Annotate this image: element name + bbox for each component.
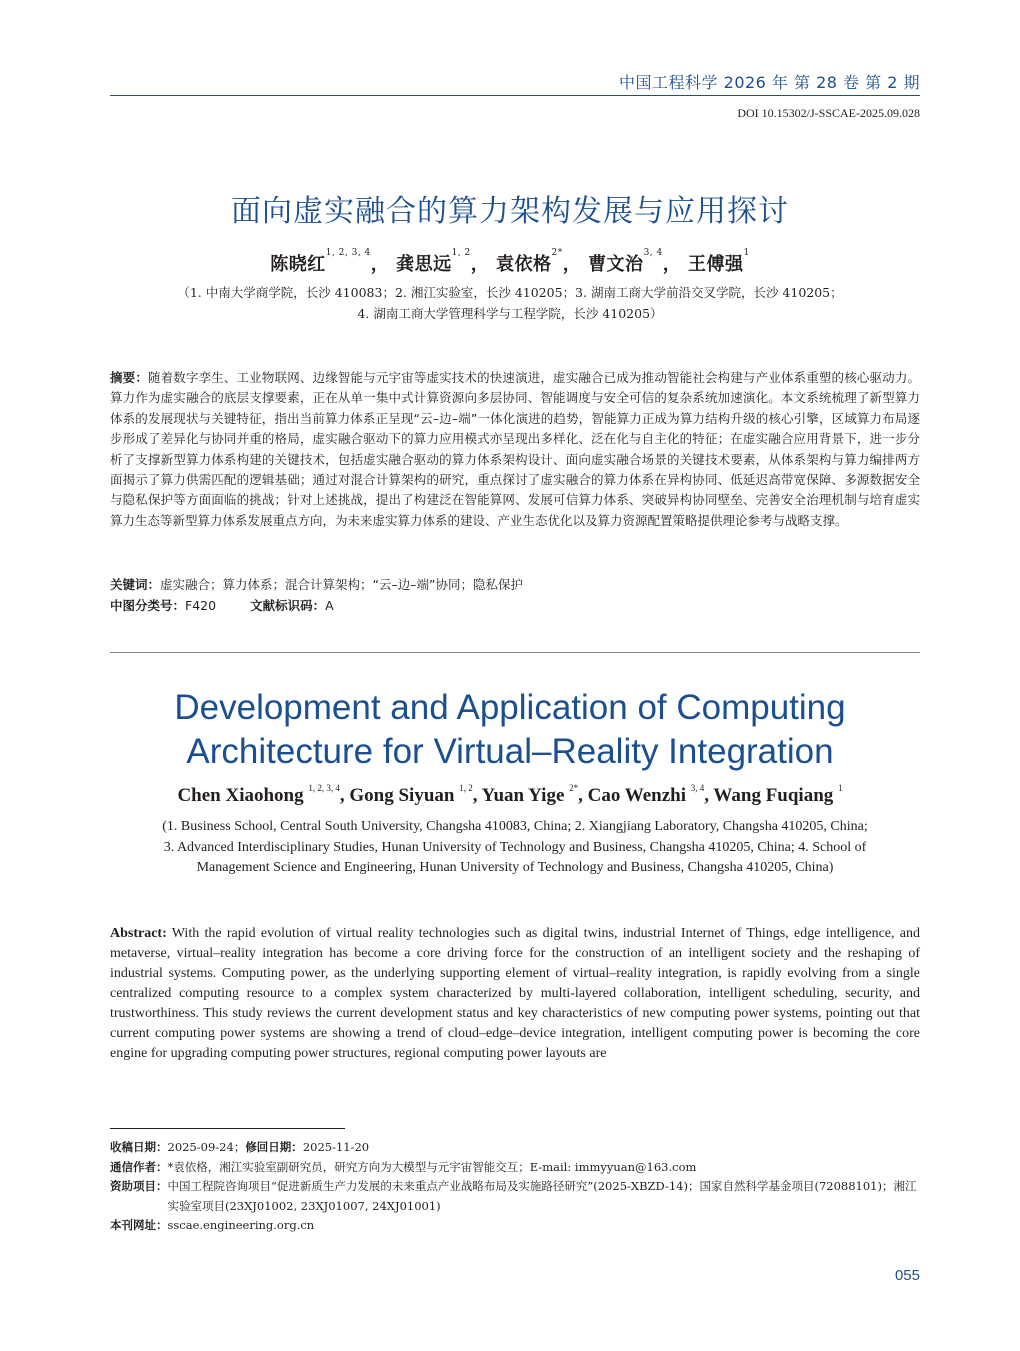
page-number: 055 (894, 1267, 920, 1284)
header-rule (110, 95, 920, 96)
abstract-en-label: Abstract: (110, 926, 167, 941)
affiliation-line: (1. Business School, Central South University, Changsha 410083, China; 2. Xiangjiang Laboratory, Changsha 410205, China; (162, 819, 868, 834)
author-cn-sup: 3, 4 (643, 248, 663, 258)
journal-header: 中国工程科学 2026 年 第 28 卷 第 2 期 (619, 73, 920, 92)
author-cn: 曹文治 (588, 254, 644, 275)
author-cn-sup: 1, 2 (451, 248, 471, 258)
author-en-sup: 1 (838, 783, 843, 793)
author-en: Gong Siyuan (349, 785, 455, 806)
website-link[interactable]: sscae.engineering.org.cn (167, 1218, 315, 1232)
author-en: Chen Xiaohong (177, 785, 304, 806)
author-sep: , (578, 785, 588, 806)
abstract-en-text: With the rapid evolution of virtual reality technologies such as digital twins, industrial Internet of Things, edge intelligence, and metaverse, virtual–reality integration has become a core driving force for the construction of an intelligent society and the reshaping of industrial systems. Computing power, as the underlying supporting element of virtual–reality integration, is rapidly evolving from a single centralized computing resource to a complex system characterized by multi-layered collaboration, intelligent scheduling, security, and trustworthiness. This study reviews the current development status and key characteristics of new computing power systems, pointing out that current computing power systems are showing a trend of cloud–edge–device integration, intelligent computing power is becoming the core engine for upgrading computing power structures, regional computing power layouts are (110, 926, 920, 1061)
author-cn: 袁依格 (496, 254, 552, 275)
doi[interactable]: DOI 10.15302/J-SSCAE-2025.09.028 (737, 106, 920, 120)
footnote-website (110, 1216, 920, 1236)
funding-text: 中国工程院咨询项目“促进新质生产力发展的未来重点产业战略布局及实施路径研究”(2025-XBZD-14)；国家自然科学基金项目(72088101)；湘江实验室项目(23XJ01002, 23XJ01007, 24XJ01001) (167, 1179, 917, 1213)
title-en-line: Development and Application of Computing (174, 688, 846, 727)
class-value: F420 (185, 598, 217, 613)
author-cn: 王傅强 (688, 254, 744, 275)
affiliation-line: Management Science and Engineering, Hunan University of Technology and Business, Changsha 410205, China) (196, 860, 834, 875)
author-en: Wang Fuqiang (713, 785, 834, 806)
title-en (100, 686, 920, 774)
authors-en (100, 785, 920, 807)
footnotes (110, 1138, 920, 1236)
author-en-sup: 2* (569, 783, 579, 793)
received-date: 2025-09-24 (167, 1140, 234, 1154)
abstract-cn (110, 368, 920, 531)
correspondence-label: 通信作者： (110, 1159, 168, 1174)
affiliation-line: 3. Advanced Interdisciplinary Studies, Hunan University of Technology and Business, Changsha 410205, China; 4. School of (163, 839, 867, 855)
footnote-dates: 收稿日期：2025-09-24；修回日期：2025-11-20 (110, 1140, 370, 1154)
author-cn-sup: 1 (743, 248, 750, 258)
classification-cn (110, 596, 920, 614)
received-label: 收稿日期： (110, 1140, 168, 1154)
affiliation-line: 4. 湖南工商大学管理科学与工程学院，长沙 410205） (357, 306, 663, 321)
author-en-sup: 1, 2 (459, 783, 473, 793)
author-cn: 龚思远 (396, 254, 452, 275)
doc-code-value: A (325, 598, 334, 613)
website-label: 本刊网址： (110, 1218, 168, 1232)
title-en-line: Architecture for Virtual–Reality Integration (186, 732, 834, 771)
abstract-en (110, 924, 920, 1064)
affiliations-en (110, 817, 920, 879)
authors-cn (100, 250, 920, 276)
abstract-cn-label: 摘要： (110, 370, 148, 385)
revised-date: 2025-11-20 (302, 1140, 370, 1154)
abstract-cn-text: 随着数字孪生、工业物联网、边缘智能与元宇宙等虚实技术的快速演进，虚实融合已成为推动智能社会构建与产业体系重塑的核心驱动力。算力作为虚实融合的底层支撑要素，正在从单一集中式计算资源向多层协同、智能调度与安全可信的复杂系统加速演化。本文系统梳理了新型算力体系的发展现状与关键特征，指出当前算力体系正呈现“云–边–端”一体化演进的趋势，智能算力正成为算力结构升级的核心引擎，区域算力布局逐步形成了差异化与协同并重的格局，虚实融合驱动下的算力应用模式亦呈现出多样化、泛在化与自主化的特征；在虚实融合应用背景下，进一步分析了支撑新型算力体系构建的关键技术，包括虚实融合驱动的算力体系架构设计、面向虚实融合场景的关键技术要素，从体系架构与算力编排两方面揭示了算力供需匹配的逻辑基础；通过对混合计算架构的研究，重点探讨了虚实融合的算力体系在异构协同、低延迟高带宽保障、多源数据安全与隐私保护等方面面临的挑战；针对上述挑战，提出了构建泛在智能算网、发展可信算力体系、突破异构协同壁垒、完善安全治理机制与培育虚实算力生态等新型算力体系发展重点方向，为未来虚实算力体系的建设、产业生态优化以及算力资源配置策略提供理论参考与战略支撑。 (110, 370, 920, 528)
section-divider (110, 652, 920, 653)
footnote-funding (110, 1177, 920, 1216)
author-cn-sup: 1, 2, 3, 4 (325, 248, 371, 258)
author-en-sup: 3, 4 (690, 783, 705, 793)
funding-label: 资助项目： (110, 1179, 168, 1193)
author-en: Yuan Yige (481, 785, 565, 806)
affiliations-cn (100, 282, 920, 324)
author-en-sup: 1, 2, 3, 4 (308, 783, 340, 793)
affiliation-line: （1. 中南大学商学院，长沙 410083；2. 湘江实验室，长沙 410205；3. 湖南工商大学前沿交叉学院，长沙 410205； (177, 285, 843, 300)
doc-code-label: 文献标识码： (250, 598, 326, 613)
author-sep: , (339, 785, 350, 806)
author-cn: 陈晓红 (270, 254, 326, 275)
keywords-cn-label: 关键词： (110, 577, 161, 592)
title-cn: 面向虚实融合的算力架构发展与应用探讨 (231, 194, 789, 229)
author-sep: ， (662, 254, 682, 275)
keywords-cn (110, 575, 920, 593)
footnote-rule (110, 1128, 345, 1129)
author-en: Cao Wenzhi (587, 785, 686, 806)
author-sep: ， (370, 254, 390, 275)
author-cn-sup: 2* (551, 248, 563, 258)
footnote-correspondence (110, 1158, 920, 1178)
keywords-cn-text: 虚实融合；算力体系；混合计算架构；“云–边–端”协同；隐私保护 (160, 577, 523, 592)
author-sep: ， (562, 254, 582, 275)
revised-label: 修回日期： (245, 1140, 303, 1154)
author-sep: , (704, 785, 714, 806)
class-label: 中图分类号： (110, 598, 186, 613)
author-sep: , (472, 785, 482, 806)
author-sep: ， (470, 254, 490, 275)
correspondence-text: *袁依格，湘江实验室副研究员，研究方向为大模型与元宇宙智能交互；E-mail: immyyuan@163.com (167, 1159, 697, 1174)
